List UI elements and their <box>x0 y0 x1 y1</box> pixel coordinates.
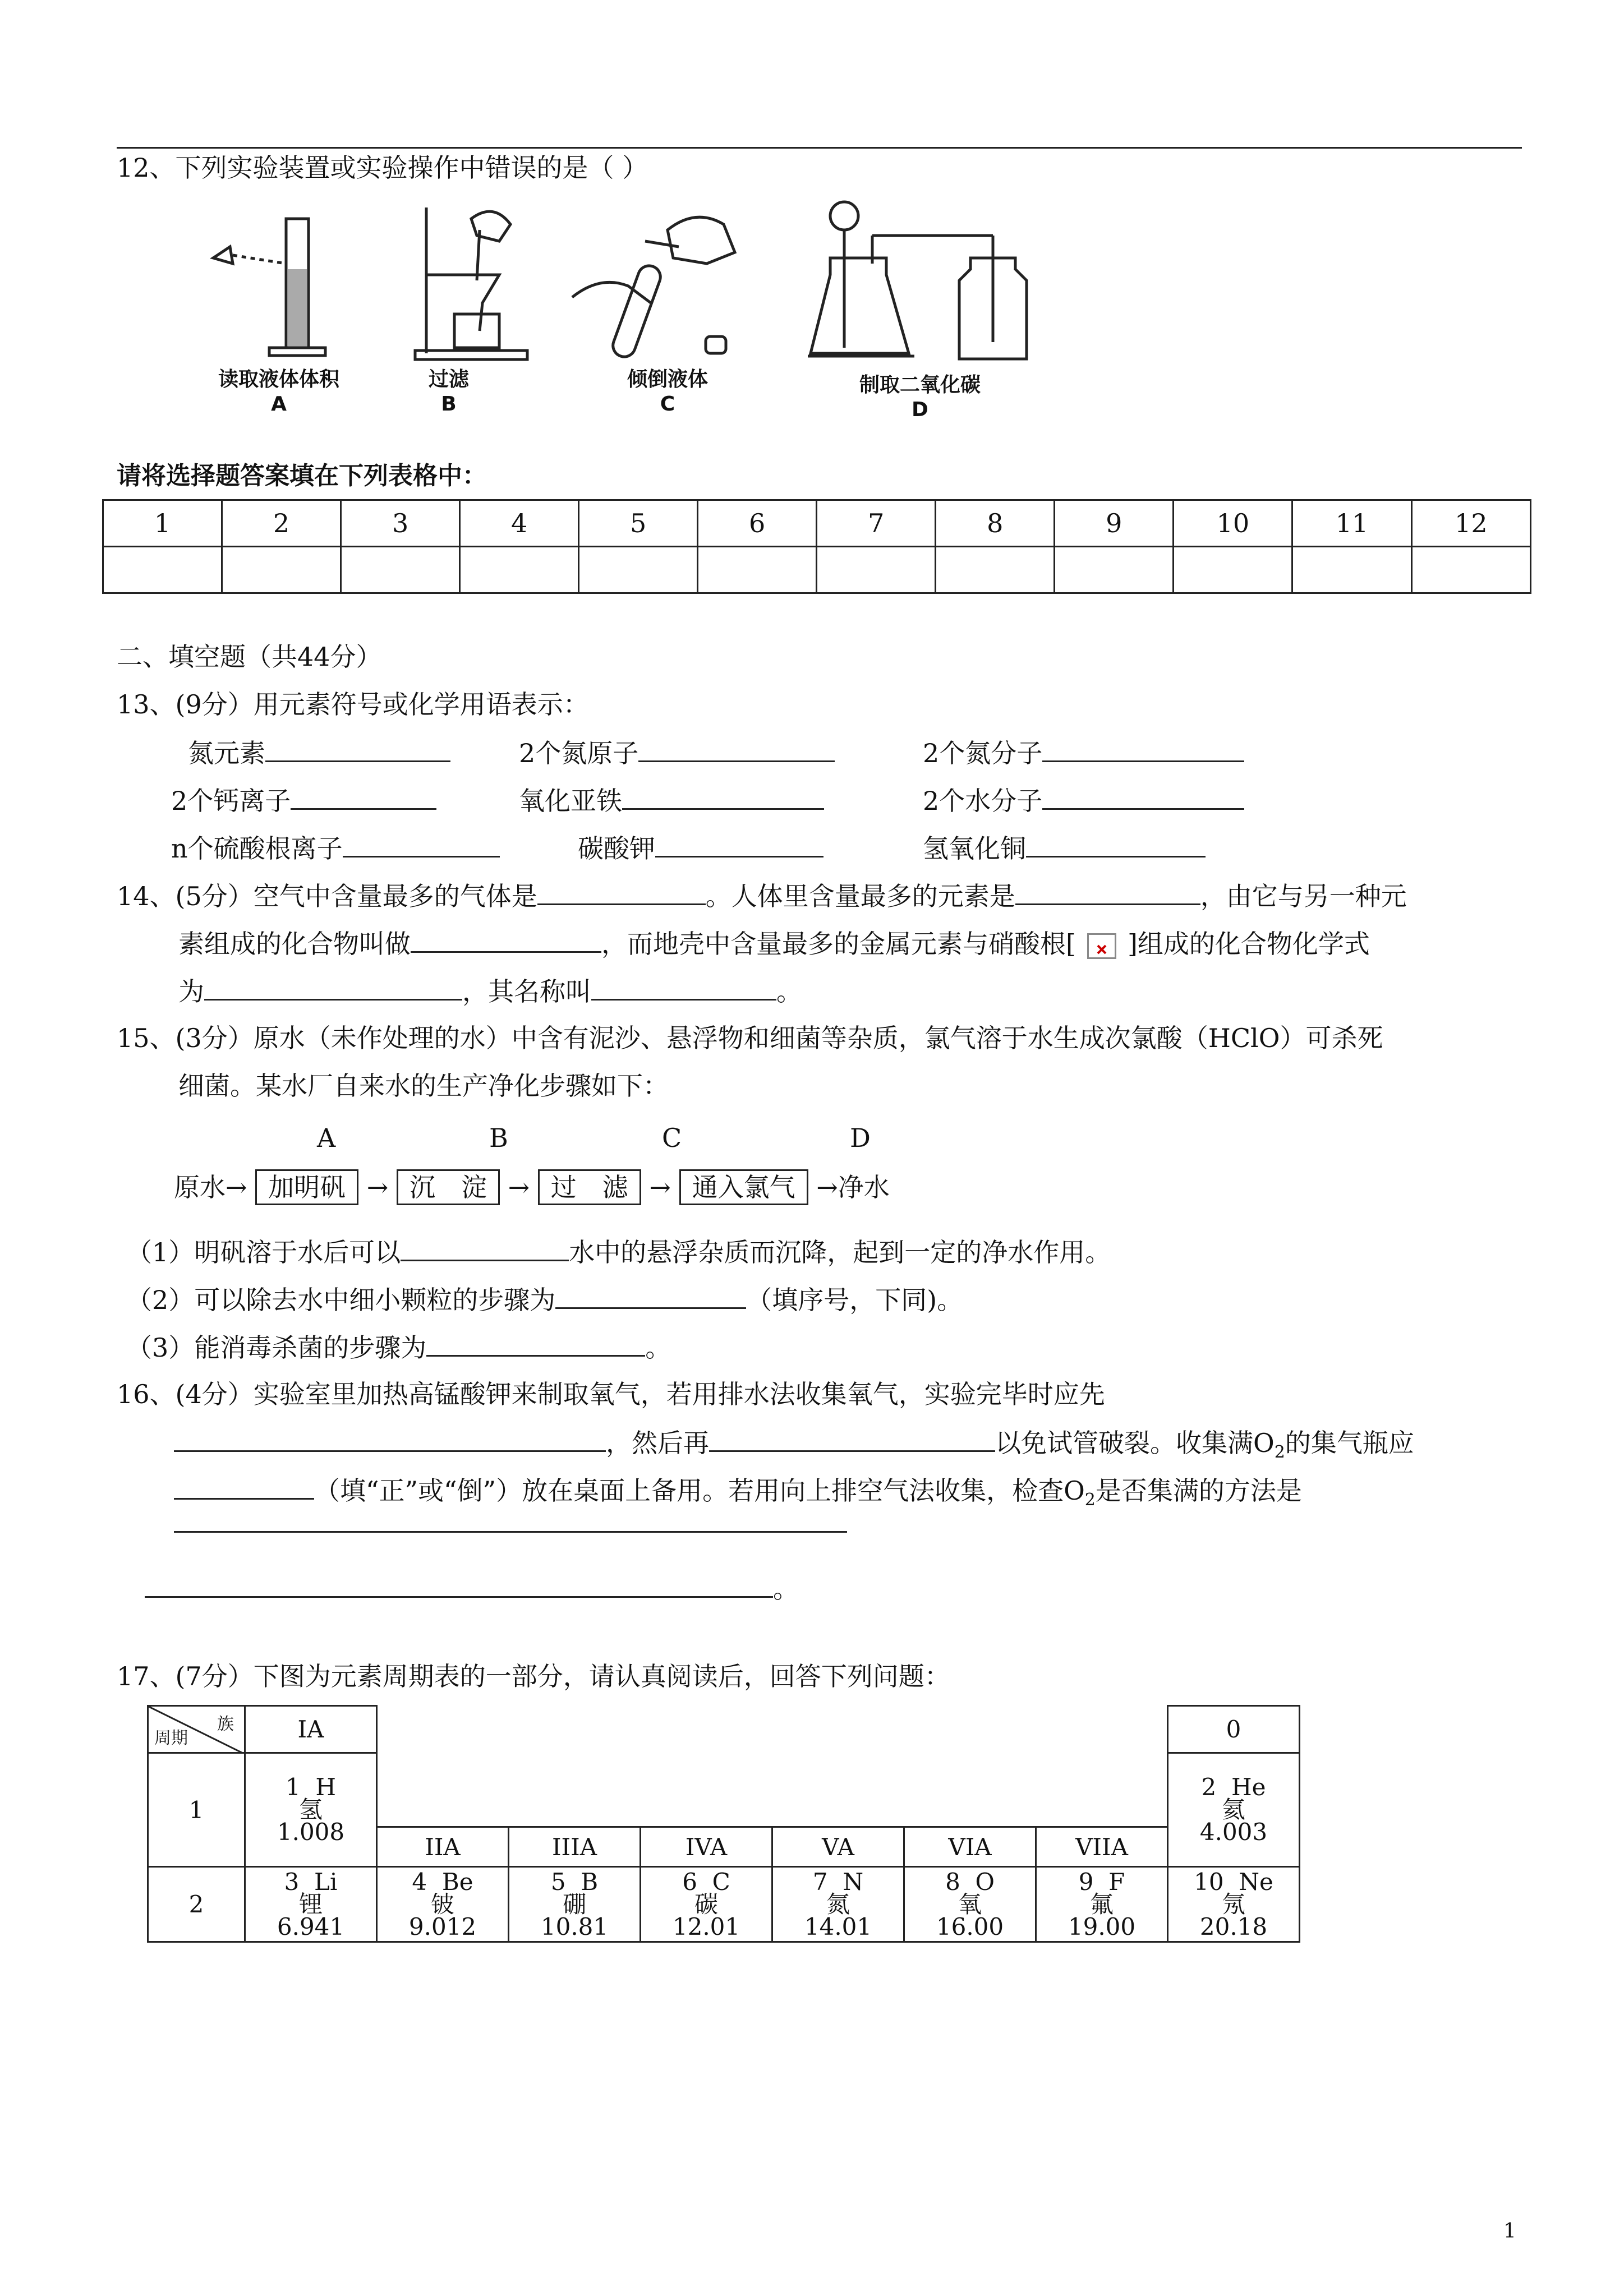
atomic-mass: 16.00 <box>936 1912 1004 1940</box>
pt-element-o <box>904 1867 1036 1942</box>
element-name: 硼 <box>562 1890 586 1918</box>
q15-blank[interactable] <box>426 1329 645 1357</box>
answer-header-cell: 12 <box>1411 500 1530 547</box>
q13-row-3c <box>923 830 1206 866</box>
q15-text: （3）能消毒杀菌的步骤为 <box>126 1333 427 1363</box>
q16-blank[interactable] <box>145 1570 773 1598</box>
answer-cell[interactable] <box>698 547 817 593</box>
q14-text: ，由它与另一种元 <box>1200 881 1407 911</box>
flow-step-a: 加明矾 <box>255 1169 358 1205</box>
atomic-mass: 12.01 <box>672 1912 740 1940</box>
answer-cell[interactable] <box>460 547 579 593</box>
answer-header-cell: 11 <box>1292 500 1411 547</box>
q16-blank[interactable] <box>174 1424 606 1452</box>
q14-text: 素组成的化合物叫做 <box>178 929 411 959</box>
q16-text: 。 <box>773 1574 799 1604</box>
flow-arrow: → <box>508 1172 538 1202</box>
q13-blank[interactable] <box>655 830 823 857</box>
q14-text: 14、(5分）空气中含量最多的气体是 <box>117 881 537 911</box>
answer-header-cell: 6 <box>698 500 817 547</box>
element-name: 锂 <box>298 1890 323 1918</box>
atomic-number: 7 <box>812 1868 828 1896</box>
q16-line-3 <box>174 1472 1302 1518</box>
q13-item: 2个氮分子 <box>923 738 1043 768</box>
atomic-number: 3 <box>284 1868 300 1896</box>
top-rule <box>117 147 1522 149</box>
pt-group-iia: IIA <box>377 1827 509 1867</box>
pt-group-via: VIA <box>904 1827 1036 1867</box>
q14-line-2 <box>178 925 1370 961</box>
q15-sub-3 <box>126 1329 671 1365</box>
q15-letter-c: C <box>662 1123 682 1153</box>
element-symbol: B <box>581 1868 599 1896</box>
q13-item: 2个钙离子 <box>171 786 291 816</box>
q15-line-1: 15、(3分）原水（未作处理的水）中含有泥沙、悬浮物和细菌等杂质，氯气溶于水生成次氯酸（HClO）可杀死 <box>117 1023 1383 1053</box>
element-symbol: F <box>1108 1868 1125 1896</box>
element-name: 氖 <box>1221 1890 1245 1918</box>
pt-gap <box>377 1706 1168 1753</box>
q13-item: n个硫酸根离子 <box>171 833 343 864</box>
element-symbol: N <box>843 1868 864 1896</box>
element-symbol: H <box>315 1773 337 1801</box>
flow-end: →净水 <box>816 1172 890 1202</box>
flow-arrow: → <box>649 1172 679 1202</box>
pt-element-n <box>772 1867 904 1942</box>
pt-corner-group: 族 <box>217 1714 234 1734</box>
atomic-number: 8 <box>945 1868 960 1896</box>
figure-a-reading-volume <box>202 208 365 376</box>
q16-line-1: 16、(4分）实验室里加热高锰酸钾来制取氧气，若用排水法收集氧气，实验完毕时应先 <box>117 1379 1105 1409</box>
figure-c-caption: 倾倒液体 <box>627 368 708 391</box>
answer-header-cell: 9 <box>1055 500 1174 547</box>
q14-blank[interactable] <box>204 973 462 1001</box>
q15-flow <box>174 1169 890 1205</box>
figure-c-pouring-liquid <box>567 208 740 376</box>
element-name: 氧 <box>958 1890 982 1918</box>
element-name: 氮 <box>826 1890 850 1918</box>
atomic-mass: 10.81 <box>540 1912 609 1940</box>
q15-line-2: 细菌。某水厂自来水的生产净化步骤如下： <box>178 1071 669 1101</box>
answer-table <box>102 499 1531 594</box>
q15-letter-b: B <box>489 1123 508 1153</box>
q13-item: 2个氮原子 <box>519 738 639 768</box>
q16-blank-line-4[interactable] <box>174 1531 847 1533</box>
q15-text: （2）可以除去水中细小颗粒的步骤为 <box>126 1285 556 1315</box>
element-symbol: Be <box>441 1868 473 1896</box>
atomic-mass: 1.008 <box>277 1818 345 1846</box>
element-symbol: C <box>712 1868 730 1896</box>
answer-header-cell: 5 <box>579 500 698 547</box>
q13-blank[interactable] <box>1026 830 1206 857</box>
q13-row-1b <box>519 735 835 771</box>
answer-cell[interactable] <box>341 547 460 593</box>
figure-d-caption: 制取二氧化碳 <box>859 374 981 397</box>
q14-text: 。人体里含量最多的元素是 <box>705 881 1015 911</box>
answer-cell[interactable] <box>1411 547 1530 593</box>
answer-header-cell: 10 <box>1174 500 1292 547</box>
flow-step-c: 过 滤 <box>538 1169 641 1205</box>
pt-period-1: 1 <box>148 1753 245 1867</box>
q14-blank[interactable] <box>411 925 601 953</box>
figure-d-letter: D <box>912 398 928 421</box>
answer-cell[interactable] <box>579 547 698 593</box>
pt-gap <box>377 1753 1168 1827</box>
q15-letter-a: A <box>317 1123 336 1153</box>
element-name: 碳 <box>694 1890 718 1918</box>
pt-group-ia: IA <box>245 1706 377 1753</box>
pt-element-he <box>1168 1753 1300 1867</box>
atomic-mass: 4.003 <box>1199 1818 1268 1846</box>
atomic-mass: 19.00 <box>1068 1912 1136 1940</box>
answer-header-cell: 3 <box>341 500 460 547</box>
q16-text: 是否集满的方法是 <box>1095 1476 1302 1506</box>
figure-b-letter: B <box>441 393 457 416</box>
atomic-mass: 20.18 <box>1199 1912 1268 1940</box>
q15-sub-2 <box>126 1281 963 1317</box>
answer-header-cell: 7 <box>817 500 936 547</box>
q13-row-1c <box>923 735 1244 771</box>
pt-element-be <box>377 1867 509 1942</box>
atomic-number: 2 <box>1201 1773 1217 1801</box>
q16-text: 的集气瓶应 <box>1285 1428 1414 1458</box>
answer-header-cell: 4 <box>460 500 579 547</box>
q13-blank[interactable] <box>343 830 500 857</box>
figure-a-caption: 读取液体体积 <box>218 368 339 391</box>
q13-row-2 <box>171 782 436 818</box>
atomic-number: 5 <box>550 1868 566 1896</box>
flow-start: 原水→ <box>174 1172 247 1202</box>
atomic-mass: 6.941 <box>277 1912 345 1940</box>
q16-text: ，然后再 <box>606 1428 709 1458</box>
q13-row-2b <box>519 782 824 818</box>
element-name: 氟 <box>1089 1890 1114 1918</box>
pt-group-va: VA <box>772 1827 904 1867</box>
answer-header-cell: 8 <box>936 500 1055 547</box>
page-number: 1 <box>1503 2220 1516 2243</box>
q13-blank[interactable] <box>291 782 436 810</box>
q12-stem: 12、下列实验装置或实验操作中错误的是（ ） <box>117 153 648 183</box>
q13-row-1 <box>188 735 450 771</box>
subscript: 2 <box>1084 1490 1096 1510</box>
pt-corner-period: 周期 <box>154 1728 188 1748</box>
q13-blank[interactable] <box>1042 782 1244 810</box>
answer-cell[interactable] <box>103 547 222 593</box>
pt-period-2: 2 <box>148 1867 245 1942</box>
atomic-number: 10 <box>1194 1868 1224 1896</box>
answer-header-cell: 1 <box>103 500 222 547</box>
atomic-number: 6 <box>682 1868 697 1896</box>
q13-stem: 13、(9分）用元素符号或化学用语表示： <box>117 689 589 720</box>
figure-c-letter: C <box>660 393 675 416</box>
pt-element-ne <box>1168 1867 1300 1942</box>
subscript: 2 <box>1274 1442 1285 1463</box>
answer-table-input-row[interactable] <box>103 547 1531 593</box>
q14-blank[interactable] <box>1015 878 1200 905</box>
element-name: 氢 <box>298 1796 323 1823</box>
answer-cell[interactable] <box>1055 547 1174 593</box>
q16-line-5 <box>145 1570 799 1606</box>
answer-table-title: 请将选择题答案填在下列表格中： <box>117 462 487 490</box>
q13-blank[interactable] <box>638 735 835 762</box>
answer-cell[interactable] <box>936 547 1055 593</box>
pt-element-c <box>641 1867 772 1942</box>
figure-d-producing-co2 <box>808 196 1043 370</box>
q15-text: （1）明矾溶于水后可以 <box>126 1237 401 1267</box>
section-2-title: 二、填空题（共44分） <box>117 642 382 672</box>
q15-text: 。 <box>645 1333 671 1363</box>
answer-cell[interactable] <box>1292 547 1411 593</box>
answer-table-header-row <box>103 500 1531 547</box>
figure-b-filtration <box>410 202 539 370</box>
element-symbol: Li <box>314 1868 338 1896</box>
q13-blank[interactable] <box>265 735 450 762</box>
q15-blank[interactable] <box>401 1234 569 1261</box>
q13-item: 2个水分子 <box>923 786 1043 816</box>
element-symbol: O <box>975 1868 995 1896</box>
q13-item: 氧化亚铁 <box>519 786 622 816</box>
q13-blank[interactable] <box>622 782 824 810</box>
atomic-number: 9 <box>1078 1868 1094 1896</box>
pt-element-b <box>509 1867 641 1942</box>
atomic-number: 1 <box>285 1773 301 1801</box>
q15-letter-d: D <box>850 1123 871 1153</box>
q14-text: ]组成的化合物化学式 <box>1127 929 1370 959</box>
q14-text: ，而地壳中含量最多的金属元素与硝酸根[ <box>601 929 1076 959</box>
q16-text: （填“正”或“倒”）放在桌面上备用。若用向上排空气法收集，检查O <box>314 1476 1085 1506</box>
figure-b-caption: 过滤 <box>428 368 469 391</box>
q13-item: 氮元素 <box>188 738 265 768</box>
q13-item: 碳酸钾 <box>578 833 655 864</box>
q14-text: 。 <box>776 976 802 1007</box>
atomic-mass: 9.012 <box>408 1912 477 1940</box>
element-symbol: He <box>1231 1773 1266 1801</box>
answer-cell[interactable] <box>1174 547 1292 593</box>
atomic-number: 4 <box>412 1868 427 1896</box>
q14-blank[interactable] <box>537 878 706 905</box>
q16-text: 以免试管破裂。收集满O <box>995 1428 1275 1458</box>
figure-a-letter: A <box>271 393 287 416</box>
q16-blank[interactable] <box>174 1472 314 1500</box>
pt-element-h <box>245 1753 377 1867</box>
q14-blank[interactable] <box>591 973 776 1001</box>
q17-stem: 17、(7分）下图为元素周期表的一部分，请认真阅读后，回答下列问题： <box>117 1661 950 1691</box>
pt-element-f <box>1036 1867 1168 1942</box>
atomic-mass: 14.01 <box>804 1912 872 1940</box>
q16-line-2 <box>174 1424 1414 1470</box>
q13-row-3b <box>578 830 823 866</box>
q16-blank[interactable] <box>709 1424 995 1452</box>
q15-blank[interactable] <box>555 1281 746 1309</box>
element-name: 铍 <box>430 1890 454 1918</box>
flow-arrow: → <box>366 1172 397 1202</box>
flow-step-d: 通入氯气 <box>679 1169 808 1205</box>
answer-header-cell: 2 <box>222 500 341 547</box>
periodic-table <box>147 1705 1300 1943</box>
q13-row-2c <box>923 782 1244 818</box>
q14-text: ，其名称叫 <box>462 976 591 1007</box>
pt-element-li <box>245 1867 377 1942</box>
q13-row-3 <box>171 830 500 866</box>
element-name: 氦 <box>1221 1796 1245 1823</box>
answer-cell[interactable] <box>222 547 341 593</box>
q15-text: （填序号，下同)。 <box>746 1285 963 1315</box>
q13-blank[interactable] <box>1042 735 1244 762</box>
q14-text: 为 <box>178 976 204 1007</box>
q15-text: 水中的悬浮杂质而沉降，起到一定的净水作用。 <box>569 1237 1111 1267</box>
broken-image-icon <box>1087 933 1116 959</box>
pt-group-0: 0 <box>1168 1706 1300 1753</box>
answer-cell[interactable] <box>817 547 936 593</box>
q14-line-3 <box>178 973 802 1009</box>
q15-sub-1 <box>126 1234 1111 1270</box>
pt-group-viia: VIIA <box>1036 1827 1168 1867</box>
pt-corner-cell <box>148 1706 245 1753</box>
element-symbol: Ne <box>1239 1868 1273 1896</box>
q14-line-1 <box>117 878 1407 914</box>
pt-group-iva: IVA <box>641 1827 772 1867</box>
q13-item: 氢氧化铜 <box>923 833 1026 864</box>
pt-group-iiia: IIIA <box>509 1827 641 1867</box>
flow-step-b: 沉 淀 <box>397 1169 500 1205</box>
